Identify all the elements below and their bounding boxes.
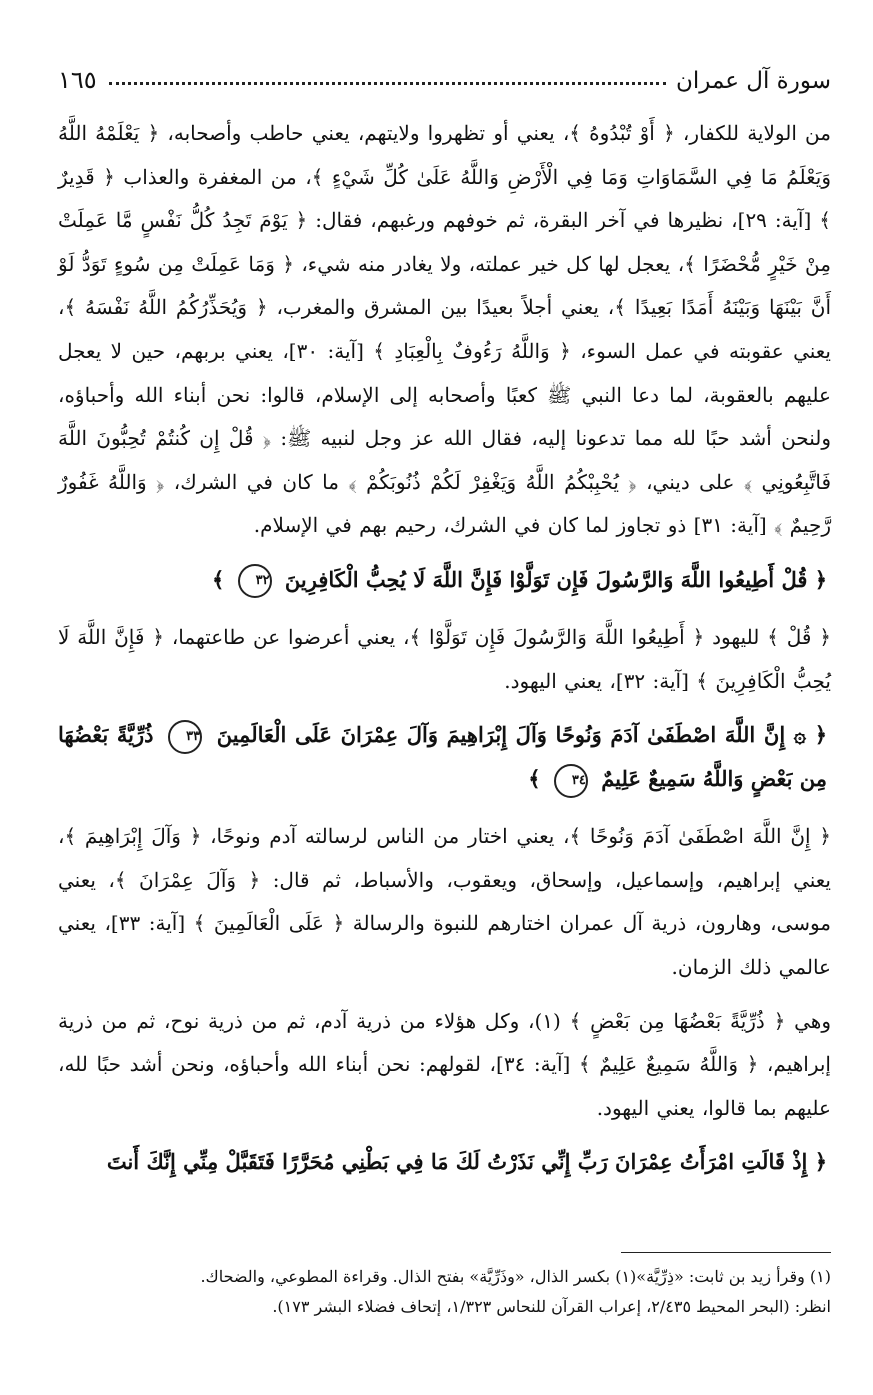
page-number: ١٦٥ [58,66,97,94]
footnotes [58,1262,831,1322]
surah-title: سورة آل عمران [675,68,831,94]
verse-number-marker: ٣٢ [238,564,272,598]
dotted-leader [109,81,666,85]
footnote-line: (١) وقرأ زيد بن ثابت: «ذِرِّيَّة»(١) بكسر الذال، «وذَرِّيَّة» بفتح الذال. وقراءة المطوعي، والضحاك. [200,1267,831,1286]
commentary-paragraph: ﴿ إِنَّ اللَّهَ اصْطَفَىٰ آدَمَ وَنُوحًا ﴾، يعني اختار من الناس لرسالته آدم ونوحًا، ﴿ وَآلَ إِبْرَاهِيمَ ﴾، يعني إبراهيم، وإسماعيل، وإسحاق، ويعقوب، والأسباط، ثم قال: ﴿ وَآلَ عِمْرَانَ ﴾، يعني موسى، وهارون، ذرية آل عمران اختارهم للنبوة والرسالة ﴿ عَلَى الْعَالَمِينَ ﴾ [آية: ٣٣]، يعني عالمي ذلك الزمان. [58,824,832,979]
footnote-line: انظر: (البحر المحيط ٢/٤٣٥، إعراب القرآن للنحاس ١/٣٢٣، إتحاف فضلاء البشر ١٧٣). [272,1297,831,1316]
commentary-paragraph: ﴿ قُلْ ﴾ لليهود ﴿ أَطِيعُوا اللَّهَ وَالرَّسُولَ فَإِن تَوَلَّوْا ﴾، يعني أعرضوا عن طاعتهما، ﴿ فَإِنَّ اللَّهَ لَا يُحِبُّ الْكَافِرِينَ ﴾ [آية: ٣٢]، يعني اليهود. [58,624,831,693]
verse-close-bracket: ﴾ [211,566,225,592]
commentary-paragraph: من الولاية للكفار، ﴿ أَوْ تُبْدُوهُ ﴾، يعني أو تظهروا ولايتهم، يعني حاطب وأصحابه، ﴿ يَعْلَمْهُ اللَّهُ وَيَعْلَمُ مَا فِي السَّمَاوَاتِ وَمَا فِي الْأَرْضِ وَاللَّهُ عَلَىٰ كُلِّ شَيْءٍ ﴾، من المغفرة والعذاب ﴿ قَدِيرٌ ﴾ [آية: ٢٩]، نظيرها في آخر البقرة، ثم خوفهم ورغبهم، فقال: ﴿ يَوْمَ تَجِدُ كُلُّ نَفْسٍ مَّا عَمِلَتْ مِنْ خَيْرٍ مُّحْضَرًا ﴾، يعجل لها كل خير عملته، ولا يغادر منه شيء، ﴿ وَمَا عَمِلَتْ مِن سُوءٍ تَوَدُّ لَوْ أَنَّ بَيْنَهَا وَبَيْنَهُ أَمَدًا بَعِيدًا ﴾، يعني أجلاً بعيدًا بين المشرق والمغرب، ﴿ وَيُحَذِّرُكُمُ اللَّهُ نَفْسَهُ ﴾، يعني عقوبته في عمل السوء، ﴿ وَاللَّهُ رَءُوفٌ بِالْعِبَادِ ﴾ [آية: ٣٠]، يعني بربهم، حين لا يعجل عليهم بالعقوبة، لما دعا النبي ﷺ كعبًا وأصحابه إلى الإسلام، قالوا: نحن أبناء الله وأحباؤه، ولنحن أشد حبًا لله مما تدعونا إليه، فقال الله عز وجل لنبيه ﷺ: ﴿ قُلْ إِن كُنتُمْ تُحِبُّونَ اللَّهَ فَاتَّبِعُونِي ﴾ على ديني، ﴿ يُحْبِبْكُمُ اللَّهُ وَيَغْفِرْ لَكُمْ ذُنُوبَكُمْ ﴾ ما كان في الشرك، ﴿ وَاللَّهُ غَفُورٌ رَّحِيمٌ ﴾ [آية: ٣١] ذو تجاوز لما كان في الشرك، رحيم بهم في الإسلام. [58,121,831,538]
verse-text: ﴿ قُلْ أَطِيعُوا اللَّهَ وَالرَّسُولَ فَإِن تَوَلَّوْا فَإِنَّ اللَّهَ لَا يُحِبُّ الْكَافِرِينَ [284,566,827,592]
quran-verse [58,558,831,602]
running-header [58,44,831,94]
verse-number-marker: ٣٤ [554,764,588,798]
footnote-separator [621,1252,831,1253]
verse-text: ذُرِّيَّةً بَعْضُهَا مِن بَعْضٍ وَاللَّهُ سَمِيعٌ عَلِيمٌ [58,722,827,792]
quran-verse [58,1140,831,1184]
verse-text: ﴿ إِذْ قَالَتِ امْرَأَتُ عِمْرَانَ رَبِّ إِنِّي نَذَرْتُ لَكَ مَا فِي بَطْنِي مُحَرَّرًا فَتَقَبَّلْ مِنِّي إِنَّكَ أَنتَ [106,1149,827,1175]
verse-text: ﴿ ۞ إِنَّ اللَّهَ اصْطَفَىٰ آدَمَ وَنُوحًا وَآلَ إِبْرَاهِيمَ وَآلَ عِمْرَانَ عَلَى الْعَالَمِينَ [216,722,828,748]
quran-verse [58,713,831,801]
commentary-paragraph: وهي ﴿ ذُرِّيَّةً بَعْضُهَا مِن بَعْضٍ ﴾ (١)، وكل هؤلاء من ذرية آدم، ثم من ذرية نوح، ثم من ذرية إبراهيم، ﴿ وَاللَّهُ سَمِيعٌ عَلِيمٌ ﴾ [آية: ٣٤]، لقولهم: نحن أبناء الله وأحباؤه، ونحن أشد حبًا لله، عليهم بما قالوا، يعني اليهود. [58,1008,831,1120]
verse-close-bracket: ﴾ [528,766,541,792]
verse-number-marker: ٣٣ [168,720,202,754]
page-body [58,112,831,1198]
